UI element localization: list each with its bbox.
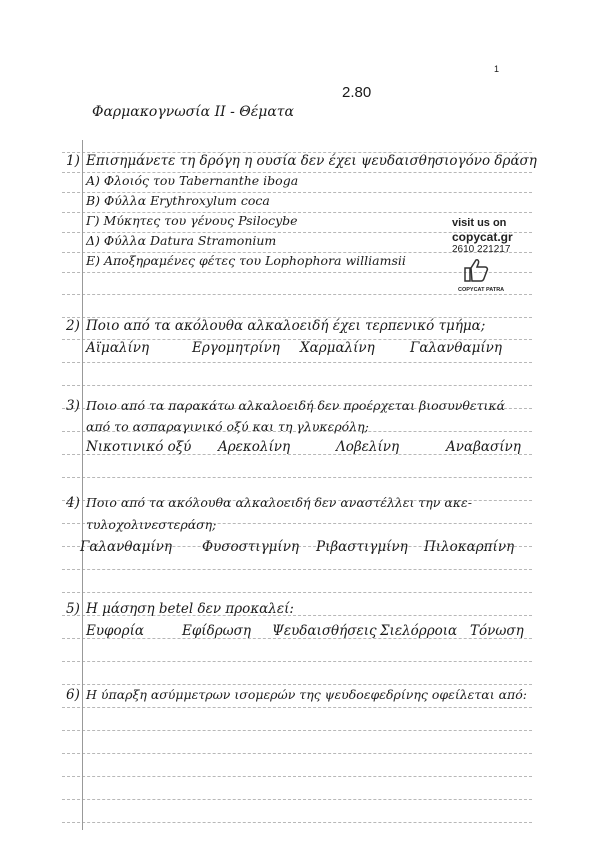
question-text: Επισημάνετε τη δρόγη η ουσία δεν έχει ψευδαισθησιογόνο δράση <box>86 153 537 169</box>
margin-line <box>82 140 83 830</box>
option-a: Α) Φλοιός του Tabernanthe iboga <box>86 173 299 188</box>
question-number: 4) <box>66 495 80 511</box>
answer-choice: Αναβασίνη <box>446 439 521 455</box>
answer-choice: Γαλανθαμίνη <box>80 539 172 555</box>
question-text-line: Ποιο από τα ακόλουθα αλκαλοειδή δεν αναστέλλει την ακε- <box>86 495 472 510</box>
answer-choice: Ευφορία <box>86 623 144 639</box>
answer-choice: Εργομητρίνη <box>192 340 280 356</box>
question-number: 3) <box>66 398 80 414</box>
option-e: Ε) Αποξηραμένες φέτες του Lophophora williamsii <box>86 253 406 268</box>
answer-choice: Ριβαστιγμίνη <box>316 539 408 555</box>
ad-logo-label: COPYCAT PATRA <box>458 287 505 293</box>
answer-choice: Χαρμαλίνη <box>300 340 375 356</box>
answer-choice: Ψευδαισθήσεις <box>272 623 377 639</box>
question-number: 6) <box>66 687 80 703</box>
thumbs-up-icon <box>462 257 492 283</box>
question-text-line: τυλοχολινεστεράση; <box>86 517 217 532</box>
answer-choice: Φυσοστιγμίνη <box>202 539 300 555</box>
answer-choice: Εφίδρωση <box>182 623 251 639</box>
question-number: 2) <box>66 318 80 334</box>
question-text-line: από το ασπαραγινικό οξύ και τη γλυκερόλη; <box>86 419 369 434</box>
ad-phone: 2610 221217 <box>452 244 511 255</box>
answer-choice: Τόνωση <box>470 623 524 639</box>
question-number: 5) <box>66 601 80 617</box>
question-text-line: Ποιο από τα παρακάτω αλκαλοειδή δεν προέρχεται βιοσυνθετικά <box>86 398 506 413</box>
answer-choice: Λοβελίνη <box>336 439 400 455</box>
answer-choice: Αρεκολίνη <box>218 439 291 455</box>
question-text: Η ύπαρξη ασύμμετρων ισομερών της ψευδοεφεδρίνης οφείλεται από: <box>86 687 527 702</box>
answer-choice: Πιλοκαρπίνη <box>424 539 515 555</box>
question-text: Η μάσηση betel δεν προκαλεί: <box>86 601 294 617</box>
ad-website: copycat.gr <box>452 230 513 244</box>
copycat-advertisement <box>452 217 542 293</box>
answer-choice: Νικοτινικό οξύ <box>86 439 192 455</box>
answer-choice: Σιελόρροια <box>380 623 458 639</box>
page-number: 1 <box>494 64 500 74</box>
option-c: Γ) Μύκητες του γένους Psilocybe <box>86 213 298 228</box>
answer-choice: Αϊμαλίνη <box>86 340 150 356</box>
option-b: Β) Φύλλα Erythroxylum coca <box>86 193 270 208</box>
option-d: Δ) Φύλλα Datura Stramonium <box>86 233 277 248</box>
ad-line-1: visit us on <box>452 217 507 229</box>
question-text: Ποιο από τα ακόλουθα αλκαλοειδή έχει τερπενικό τμήμα; <box>86 318 486 334</box>
question-number: 1) <box>66 153 80 169</box>
page-title: Φαρμακογνωσία ΙΙ - Θέματα <box>92 104 295 120</box>
document-code: 2.80 <box>342 84 372 101</box>
answer-choice: Γαλανθαμίνη <box>410 340 502 356</box>
